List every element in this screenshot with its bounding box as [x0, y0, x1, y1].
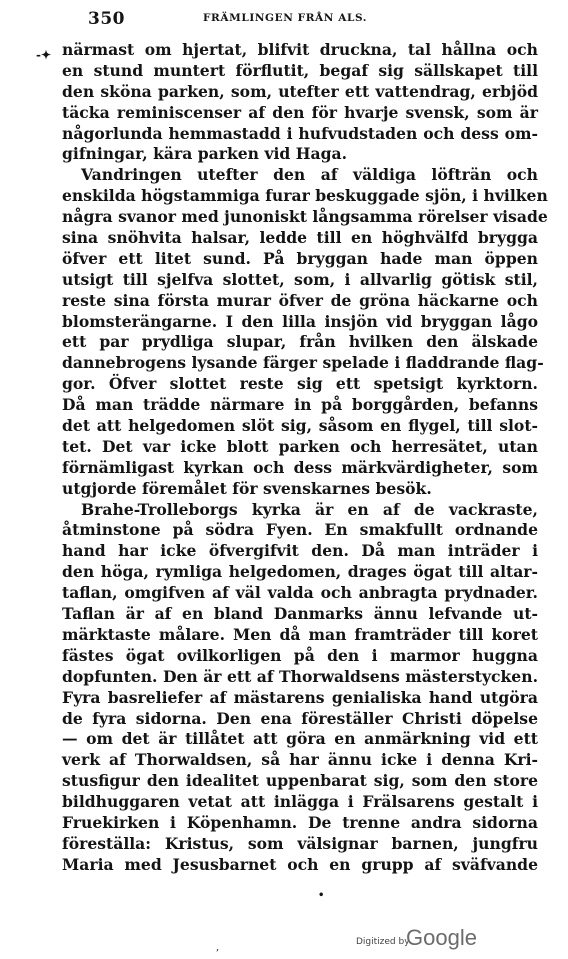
- text-line: — om det är tillåtet att göra en anmärkning vid ett: [62, 729, 538, 749]
- text-line: Brahe-Trolleborgs kyrka är en af de vackraste,: [81, 499, 538, 519]
- text-line: Taflan är af en bland Danmarks ännu lefvande ut-: [62, 604, 538, 624]
- text-line: det att helgedomen slöt sig, såsom en flygel, till slot-: [62, 416, 538, 436]
- text-line: hand har icke öfvergifvit den. Då man inträder i: [62, 541, 538, 561]
- text-line: täcka reminiscenser af den för hvarje svensk, som är: [62, 102, 538, 122]
- text-line: utsigt till sjelfva slottet, som, i allvarlig götisk stil,: [62, 269, 538, 289]
- page-number: 350: [88, 9, 125, 29]
- text-line: stusfigur den idealitet uppenbarat sig, som den store: [62, 771, 538, 791]
- text-line: föreställa: Kristus, som välsignar barnen, jungfru: [62, 833, 538, 853]
- text-line: de fyra sidorna. Den ena föreställer Christi döpelse: [62, 708, 538, 728]
- text-line: åtminstone på södra Fyen. En smakfullt ordnande: [62, 520, 538, 540]
- text-line: märktaste målare. Men då man framträder till koret: [62, 624, 538, 644]
- text-line: fästes ögat ovilkorligen på den i marmor huggna: [62, 645, 538, 665]
- text-line: några svanor med junoniskt långsamma rörelser visade: [62, 207, 548, 227]
- text-line: tet. Det var icke blott parken och herresätet, utan: [62, 436, 538, 456]
- text-line: sina snöhvita halsar, ledde till en höghvälfd brygga: [62, 228, 538, 248]
- body-text: [62, 40, 548, 876]
- text-line: bildhuggaren vetat att inlägga i Frälsarens gestalt i: [62, 792, 538, 812]
- text-line: gifningar, kära parken vid Haga.: [62, 144, 348, 164]
- margin-mark: -✦: [36, 48, 52, 62]
- text-line: Maria med Jesusbarnet och en grupp af sväfvande: [62, 854, 538, 874]
- text-line: Fyra basreliefer af mästarens genialiska hand utgöra: [62, 687, 538, 707]
- bottom-tick-mark: •: [318, 890, 325, 901]
- text-line: närmast om hjertat, blifvit druckna, tal hållna och: [62, 40, 538, 59]
- running-head: [88, 9, 538, 33]
- running-title: FRÄMLINGEN FRÅN ALS.: [203, 12, 368, 24]
- text-line: blomsterängarne. I den lilla insjön vid bryggan lågo: [62, 311, 538, 331]
- text-line: Fruekirken i Köpenhamn. De trenne andra sidorna: [62, 812, 538, 832]
- text-line: den sköna parken, som, utefter ett vattendrag, erbjöd: [62, 81, 538, 101]
- google-logo: Google: [406, 925, 477, 950]
- digitized-label: Digitized by: [356, 937, 410, 947]
- text-line: den höga, rymliga helgedomen, drages ögat till altar-: [62, 562, 538, 582]
- stray-mark: ,: [216, 942, 220, 953]
- text-line: öfver ett litet sund. På bryggan hade man öppen: [62, 248, 538, 268]
- text-line: Då man trädde närmare in på borggården, befanns: [62, 395, 538, 415]
- text-line: Vandringen utefter den af väldiga löfträn och: [81, 165, 538, 185]
- text-line: enskilda högstammiga furar beskuggade sjön, i hvilken: [62, 186, 548, 206]
- text-line: dopfunten. Den är ett af Thorwaldsens mästerstycken.: [62, 666, 538, 686]
- text-line: förnämligast kyrkan och dess märkvärdigheter, som: [62, 457, 538, 477]
- text-line: en stund muntert förflutit, begaf sig sällskapet till: [62, 60, 538, 80]
- text-line: taflan, omgifven af väl valda och anbragta prydnader.: [62, 583, 538, 603]
- text-line: utgjorde föremålet för svenskarnes besök.: [62, 478, 432, 498]
- text-line: verk af Thorwaldsen, så har ännu icke i denna Kri-: [62, 750, 538, 770]
- text-line: reste sina första murar öfver de gröna häckarne och: [62, 290, 538, 310]
- text-line: gor. Öfver slottet reste sig ett spetsigt kyrktorn.: [62, 374, 538, 394]
- text-line: ett par prydliga slupar, från hvilken den älskade: [62, 332, 538, 352]
- text-line: dannebrogens lysande färger spelade i fladdrande flag-: [62, 353, 544, 373]
- text-line: någorlunda hemmastadd i hufvudstaden och dess om-: [62, 123, 538, 143]
